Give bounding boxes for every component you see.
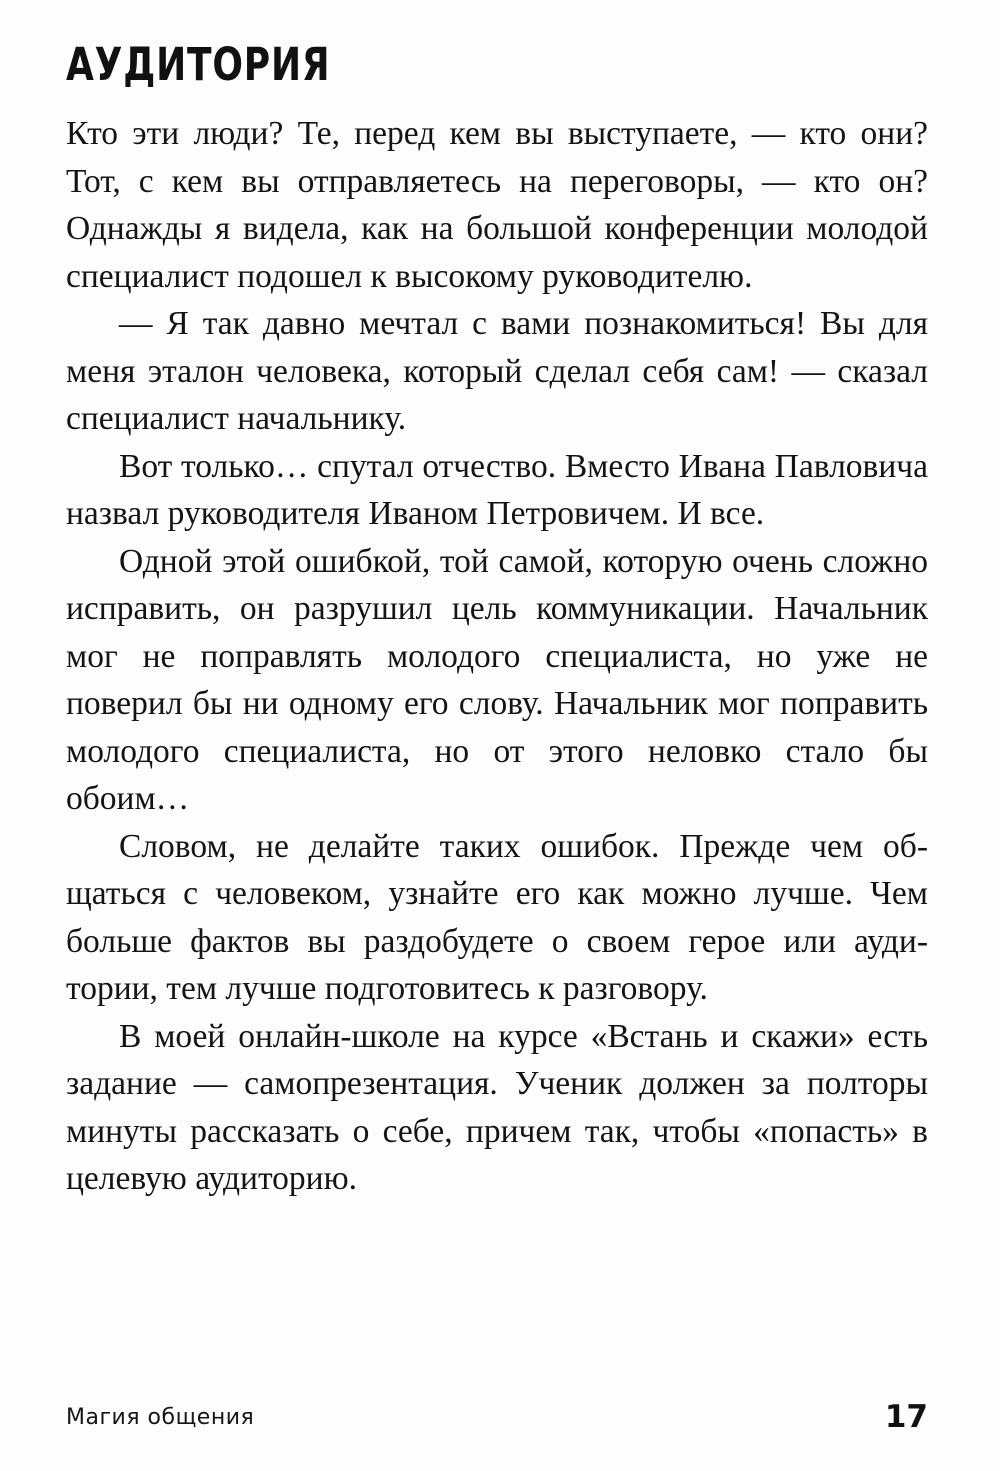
running-footer-book-title: Магия общения xyxy=(66,1405,255,1430)
body-text xyxy=(66,110,928,1203)
section-heading: АУДИТОРИЯ xyxy=(66,38,331,91)
paragraph: Словом, не делайте таких ошибок. Прежде чем общаться с человеком, узнайте его как можно лучше. Чем больше фактов вы раздобудете о своем герое или аудитории, тем лучше подготовитесь к разговору. xyxy=(66,827,928,1007)
paragraph: — Я так давно мечтал с вами познакомиться! Вы для меня эталон человека, который сделал себя сам! — сказал специалист начальнику. xyxy=(66,305,928,437)
paragraph: Вот только… спутал отчество. Вместо Ивана Павловича назвал руководителя Иваном Петровичем. И все. xyxy=(66,447,928,532)
paragraph: В моей онлайн-школе на курсе «Встань и скажи» есть задание — самопрезентация. Ученик должен за полторы минуты рассказать о себе, причем так, чтобы «попасть» в целевую аудиторию. xyxy=(66,1017,928,1197)
paragraph: Кто эти люди? Те, перед кем вы выступаете, — кто они? Тот, с кем вы отправляетесь на переговоры, — кто он? Однажды я видела, как на большой конференции молодой специалист подошел к высокому руководителю. xyxy=(66,115,928,295)
paragraph: Одной этой ошибкой, той самой, которую очень сложно исправить, он разрушил цель коммуникации. Начальник мог не поправлять молодого специалиста, но уже не поверил бы ни одному его слову. Начальник мог поправить молодого специалиста, но от этого неловко стало бы обоим… xyxy=(66,542,928,817)
page-number: 17 xyxy=(884,1399,928,1435)
